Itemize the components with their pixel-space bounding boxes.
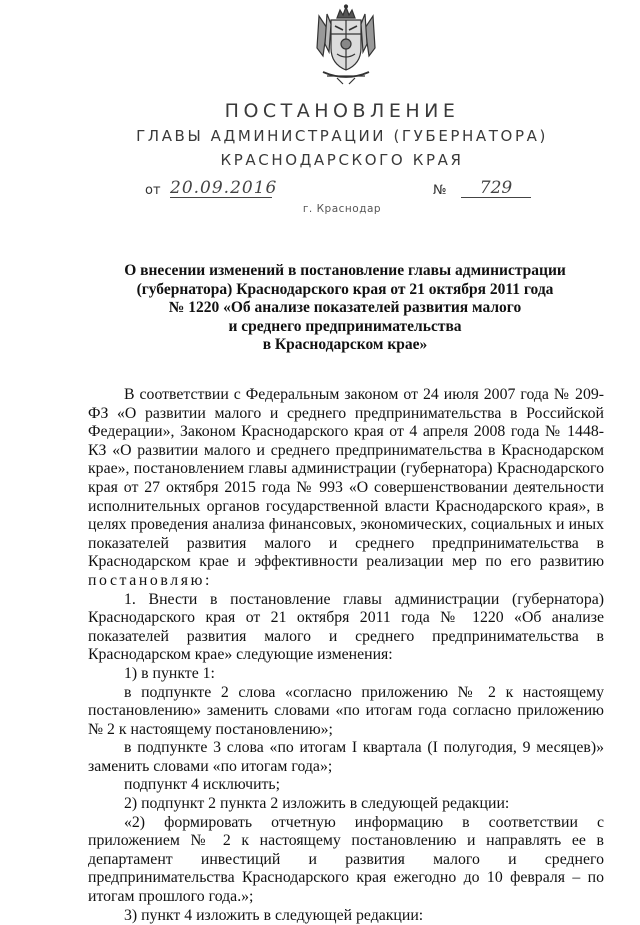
resolve-word: постановляю: [88, 571, 213, 589]
document-body [88, 386, 604, 925]
paragraph-change-3: подпункт 4 исключить; [124, 776, 281, 794]
date-prefix: от [145, 183, 161, 198]
paragraph-subitem-2: 2) подпункт 2 пункта 2 изложить в следующей редакции: [124, 795, 510, 813]
title-line: и среднего предпринимательства [228, 317, 462, 335]
coat-of-arms-emblem [313, 4, 379, 86]
document-type-heading: ПОСТАНОВЛЕНИЕ [224, 100, 460, 122]
date-number-line [0, 178, 640, 205]
city-label: г. Краснодар [302, 203, 382, 215]
handwritten-date: 20.09.2016 [170, 178, 278, 198]
paragraph-item-1: 1. Внести в постановление главы администрации (губернатора) Краснодарского края от 21 октября 2011 года № 1220 «Об анализе показателей развития малого и среднего предпринимательства в Краснодарском крае» следующие изменения: [88, 590, 604, 664]
paragraph-subitem-1: 1) в пункте 1: [124, 664, 215, 682]
title-line: в Краснодарском крае» [262, 336, 428, 354]
paragraph-change-2: в подпункте 3 слова «по итогам I квартала (I полугодия, 9 месяцев)» заменить словами «по итогам года»; [88, 739, 604, 775]
paragraph-quoted-text: «2) формировать отчетную информацию в соответствии с приложением № 2 к настоящему постановлению и направлять ее в департамент инвестиций и развития малого и среднего предпринимательства Краснодарского края ежегодно до 10 февраля – по итогам прошлого года.»; [88, 813, 604, 906]
region-heading: КРАСНОДАРСКОГО КРАЯ [220, 151, 464, 169]
handwritten-number: 729 [461, 179, 531, 198]
title-line: № 1220 «Об анализе показателей развития малого [168, 299, 522, 317]
document-title [110, 262, 580, 355]
title-line: (губернатора) Краснодарского края от 21 октября 2011 года [136, 280, 554, 298]
issuer-heading: ГЛАВЫ АДМИНИСТРАЦИИ (ГУБЕРНАТОРА) [136, 127, 548, 145]
number-prefix: № [433, 183, 447, 198]
paragraph-change-1: в подпункте 2 слова «согласно приложению № 2 к настоящему постановлению» заменить словами «по итогам года согласно приложению № 2 к настоящему постановлению»; [88, 683, 604, 738]
preamble-text: В соответствии с Федеральным законом от 24 июля 2007 года № 209-ФЗ «О развитии малого и среднего предпринимательства в Российской Федерации», Законом Краснодарского края от 4 апреля 2008 года № 1448-КЗ «О развитии малого и среднего предпринимательства в Краснодарском крае», постановлением главы администрации (губернатора) Краснодарского края от 27 октября 2015 года № 993 «О совершенствовании деятельности исполнительных органов государственной власти Краснодарского края», в целях проведения анализа финансовых, экономических, социальных и иных показателей развития малого и среднего предпринимательства в Краснодарском крае и эффективности реализации мер по его развитию [88, 386, 604, 571]
paragraph-subitem-3: 3) пункт 4 изложить в следующей редакции: [124, 906, 424, 924]
title-line: О внесении изменений в постановление главы администрации [124, 262, 566, 279]
preamble-paragraph [88, 386, 604, 591]
